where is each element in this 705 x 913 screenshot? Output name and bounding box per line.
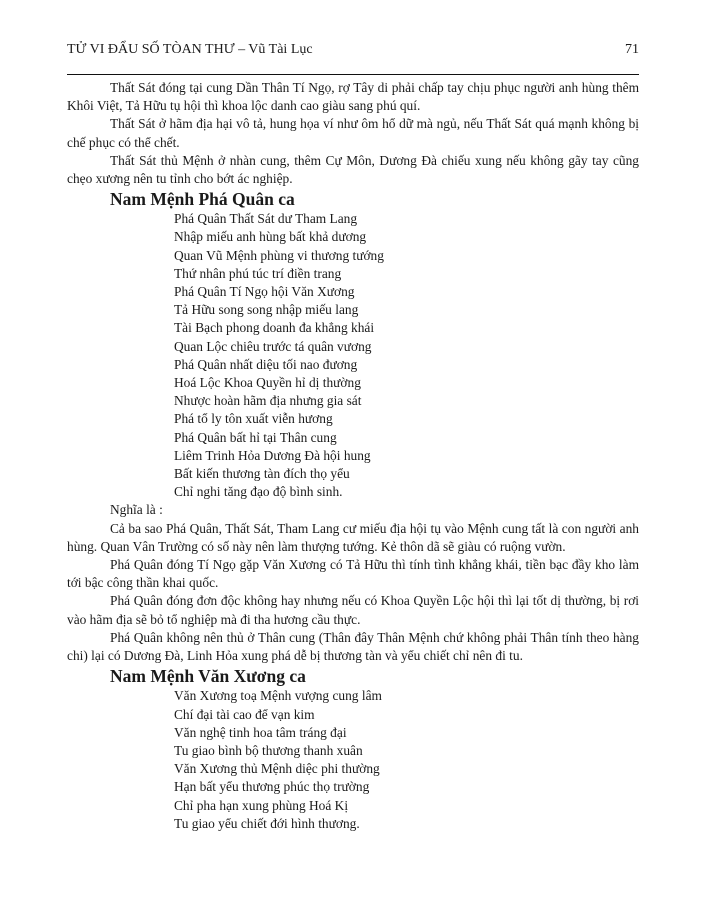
paragraph: Phá Quân không nên thủ ở Thân cung (Thân đây Thân Mệnh chứ không phải Thân tính theo hàng chi) lại có Dương Đà, Linh Hỏa xung phá dễ bị thương tàn và yểu chiết chỉ nên đi tu. (67, 629, 639, 664)
meaning-label: Nghĩa là : (110, 502, 163, 518)
header-rule (67, 74, 639, 75)
paragraph: Phá Quân đóng Tí Ngọ gặp Văn Xương có Tả Hữu thì tính tình khẳng khái, tiền bạc đầy kho làm tới bậc công thần khai quốc. (67, 557, 639, 591)
paragraph: Phá Quân đóng đơn độc không hay nhưng nếu có Khoa Quyền Lộc hội thì lại tốt dị thường, bị rơi vào hãm địa sẽ bỏ tổ nghiệp mà đi tha hương cầu thực. (67, 593, 639, 627)
page-body (67, 79, 639, 833)
verse-line: Chỉ pha hạn xung phùng Hoá Kị (174, 797, 349, 813)
page-number: 71 (625, 42, 639, 57)
verse-line: Văn Xương toạ Mệnh vượng cung lâm (174, 688, 382, 704)
paragraph: Thất Sát đóng tại cung Dần Thân Tí Ngọ, rợ Tây di phải chấp tay chịu phục người anh hùng thêm Khôi Việt, Tả Hữu tụ hội thì khoa lộc danh cao giàu sang phú quí. (67, 80, 639, 114)
section-heading: Nam Mệnh Văn Xương ca (110, 666, 306, 687)
verse-line: Tài Bạch phong doanh đa khẳng khái (174, 320, 375, 336)
section-heading: Nam Mệnh Phá Quân ca (110, 189, 295, 210)
verse-line: Thứ nhân phú túc trí điền trang (174, 265, 342, 281)
verse-line: Liêm Trinh Hỏa Dương Đà hội hung (174, 447, 371, 463)
verse-line: Quan Vũ Mệnh phùng vi thương tướng (174, 247, 384, 263)
verse-line: Phá Quân bất hỉ tại Thân cung (174, 429, 337, 445)
header-title: TỬ VI ĐẨU SỐ TÒAN THƯ – Vũ Tài Lục (67, 42, 313, 57)
verse-line: Phá Quân nhất diệu tối nao đương (174, 356, 358, 372)
verse-line: Hạn bất yểu thương phúc thọ trường (174, 779, 370, 795)
verse-line: Bất kiến thương tàn đích thọ yểu (174, 466, 350, 482)
verse-line: Chí đại tài cao để vạn kim (174, 706, 315, 722)
verse-block (67, 687, 639, 833)
verse-line: Nhược hoàn hãm địa nhưng gia sát (174, 393, 362, 409)
verse-line: Văn Xương thủ Mệnh diệc phi thường (174, 761, 380, 777)
verse-line: Phá tổ ly tôn xuất viễn hương (174, 411, 333, 427)
paragraph: Thất Sát thủ Mệnh ở nhàn cung, thêm Cự Môn, Dương Đà chiếu xung nếu không gãy tay cũng chẹo xương nên tu tỉnh cho bớt ác nghiệp. (67, 152, 639, 187)
verse-line: Tả Hữu song song nhập miếu lang (174, 302, 359, 318)
verse-line: Chỉ nghi tăng đạo độ bình sinh. (174, 484, 343, 500)
verse-line: Hoá Lộc Khoa Quyền hỉ dị thường (174, 375, 361, 391)
verse-line: Văn nghệ tinh hoa tâm tráng đại (174, 724, 347, 740)
verse-line: Tu giao yểu chiết đới hình thương. (174, 815, 360, 831)
running-header (67, 42, 639, 62)
verse-line: Nhập miếu anh hùng bất khả dương (174, 229, 367, 245)
verse-line: Phá Quân Tí Ngọ hội Văn Xương (174, 284, 355, 300)
paragraph: Thất Sát ở hãm địa hại vô tả, hung họa ví như ôm hổ dữ mà ngủ, nếu Thất Sát quá mạnh không bị chế phục có thể chết. (67, 116, 639, 150)
verse-block (67, 210, 639, 501)
verse-line: Tu giao bình bộ thương thanh xuân (174, 742, 363, 758)
paragraph: Cả ba sao Phá Quân, Thất Sát, Tham Lang cư miếu địa hội tụ vào Mệnh cung tất là con người anh hùng. Quan Vân Trường có số này nên làm thượng tướng. Kẻ thôn dã sẽ giàu có ruộng vườn. (67, 520, 639, 554)
verse-line: Quan Lộc chiêu trước tá quân vương (174, 338, 372, 354)
verse-line: Phá Quân Thất Sát dư Tham Lang (174, 211, 358, 227)
